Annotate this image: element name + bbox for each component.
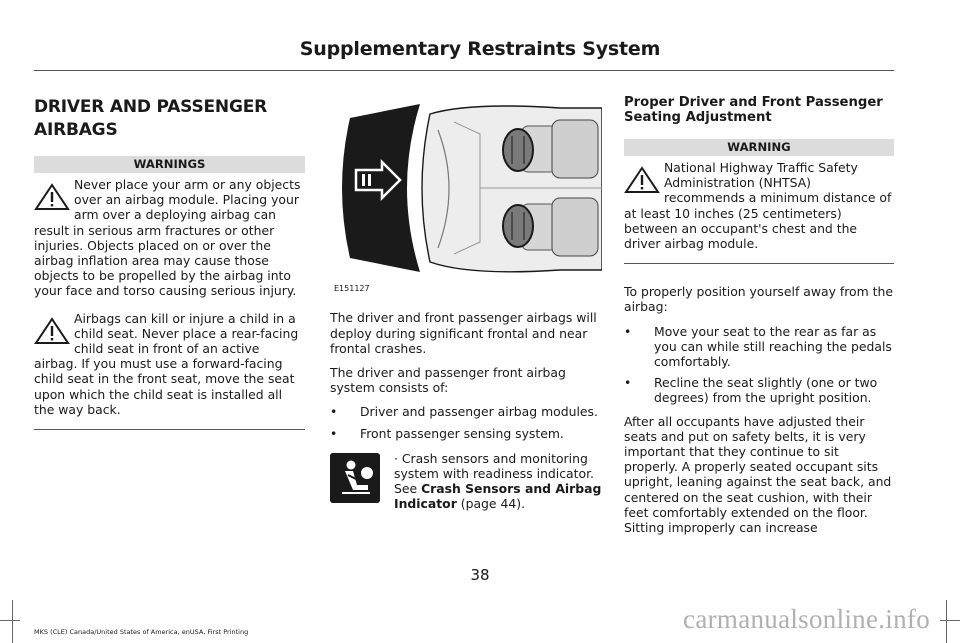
warning-triangle-icon (34, 317, 70, 345)
middle-column (330, 100, 602, 512)
paragraph: The driver and front passenger airbags will deploy during significant frontal and near frontal crashes. (330, 310, 597, 356)
paragraph: The driver and passenger front airbag system consists of: (330, 365, 566, 396)
page-number: 38 (470, 566, 490, 584)
warning-divider (34, 429, 305, 430)
paragraph: After all occupants have adjusted their seats and put on safety belts, it is very important that they continue to sit properly. A properly seated occupant sits upright, leaning against the seat back, and centered on the seat cushion, with their feet comfortably extended on the floor. Sitting improperly can increase (624, 413, 892, 536)
warning-item (624, 160, 894, 251)
warning-divider (624, 263, 894, 264)
list-item: • Move your seat to the rear as far as you can while still reaching the pedals comfortably. (624, 323, 892, 370)
title-rule (34, 70, 894, 71)
crash-sensor-link[interactable]: Crash Sensors and Airbag Indicator (394, 481, 602, 512)
figure-id: E151127 (334, 284, 370, 294)
crop-mark (940, 620, 960, 621)
warnings-bar: WARNINGS (34, 156, 305, 173)
crop-mark (0, 620, 20, 621)
warning-bar: WARNING (624, 139, 894, 156)
crash-sensor-note (330, 451, 602, 512)
warning-text: Airbags can kill or injure a child in a child seat. Never place a rear-facing child seat in front of an active airbag. If you must use a forward-facing child seat in the front seat, move the seat upon which the child seat is installed all the way back. (34, 310, 299, 417)
page-title: Supplementary Restraints System (299, 38, 661, 60)
list-item: • Front passenger sensing system. (330, 425, 564, 441)
left-column (34, 96, 305, 430)
airbag-deployment-diagram (330, 100, 602, 276)
watermark: carmanualsonline.info (683, 604, 930, 634)
warning-triangle-icon (34, 183, 70, 211)
warning-item (34, 311, 305, 417)
crop-mark (946, 600, 947, 643)
section-heading-line2: AIRBAGS (34, 120, 118, 140)
crop-mark (12, 600, 13, 643)
list-item: • Driver and passenger airbag modules. (330, 404, 598, 420)
section-heading-line1: DRIVER AND PASSENGER (34, 97, 267, 117)
section-heading (34, 96, 305, 142)
subsection-heading: Proper Driver and Front Passenger Seating Adjustment (624, 95, 883, 125)
airbag-warning-icon (330, 453, 380, 503)
warning-item (34, 177, 305, 299)
warning-text: National Highway Traffic Safety Administration (NHTSA) recommends a minimum distance of at least 10 inches (25 centimeters) between an occupant's chest and the driver airbag module. (624, 160, 892, 252)
list-item: • Recline the seat slightly (one or two degrees) from the upright position. (624, 375, 878, 406)
warning-text: Never place your arm or any objects over an airbag module. Placing your arm over a deploying airbag can result in serious arm fractures or other injuries. Objects placed on or over the airbag inflation area may cause those objects to be propelled by the airbag into your face and torso causing serious injury. (34, 177, 301, 299)
page-reference: (page 44). (456, 496, 526, 512)
crash-sensor-text: · Crash sensors and monitoring system with readiness indicator. See (394, 450, 594, 497)
warning-triangle-icon (624, 166, 660, 194)
footer-text: MKS (CLE) Canada/United States of America, enUSA, First Printing (34, 628, 249, 636)
paragraph: To properly position yourself away from the airbag: (624, 284, 893, 315)
right-column (624, 96, 894, 544)
